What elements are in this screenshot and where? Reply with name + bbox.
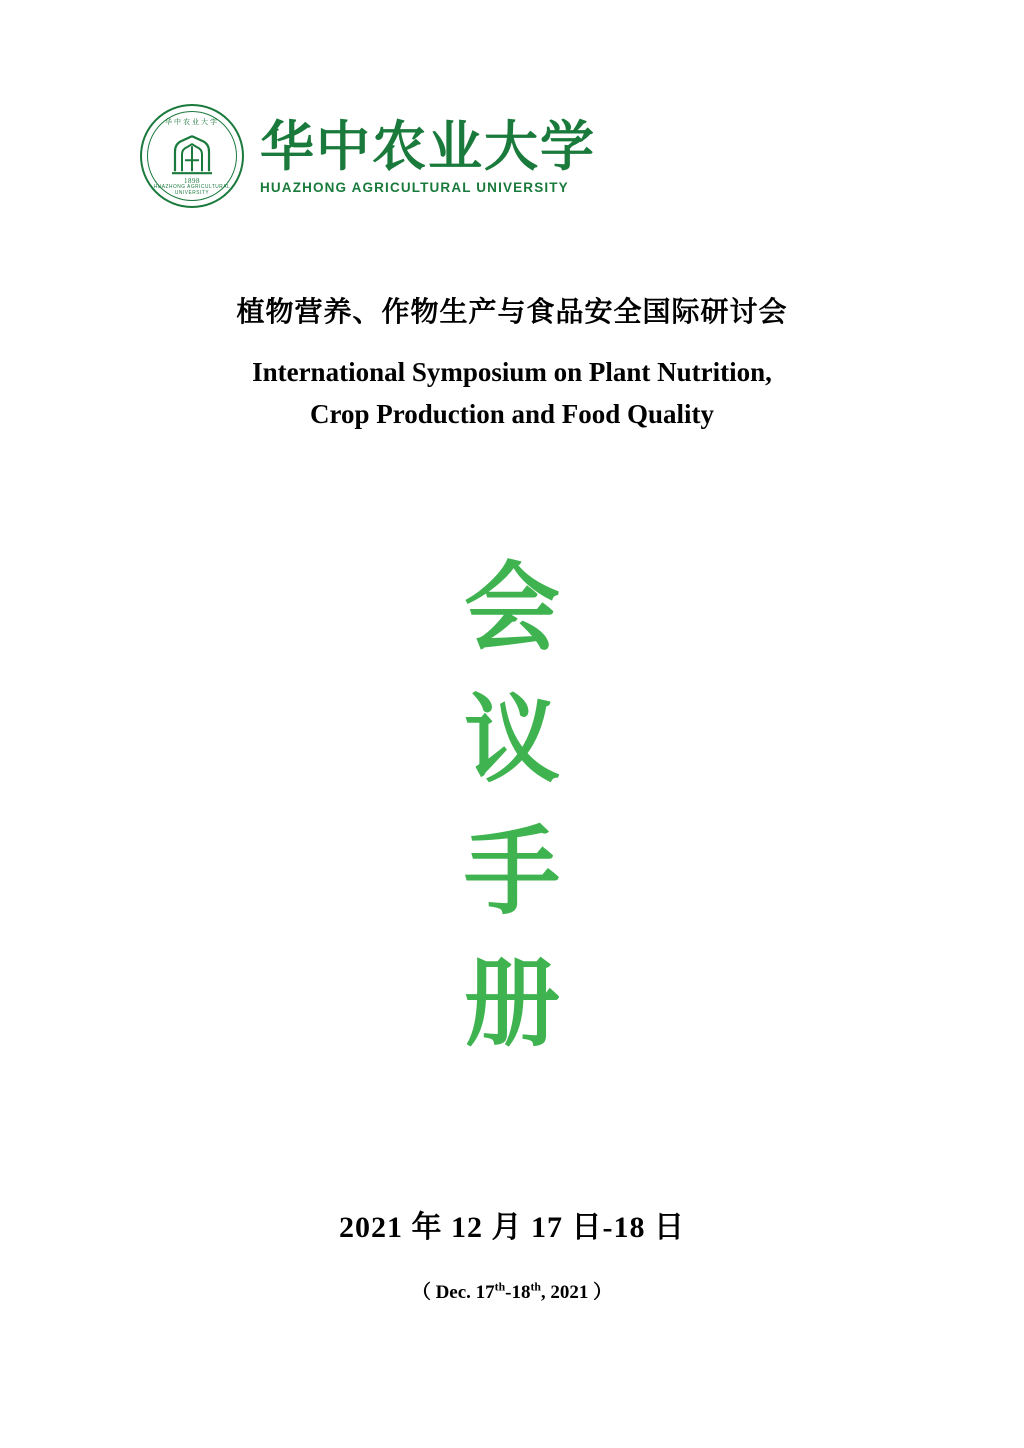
symposium-title-cn: 植物营养、作物生产与食品安全国际研讨会 (236, 295, 788, 328)
seal-year: 1898 (184, 177, 200, 185)
seal-emblem-icon (169, 135, 215, 175)
handbook-char-1: 会 (464, 552, 560, 664)
university-seal-icon (140, 104, 244, 208)
handbook-heading (0, 552, 1024, 1060)
date-en-suffix: , 2021 ） (540, 1282, 613, 1303)
date-en-mid: -18 (505, 1282, 531, 1303)
date-en-sup1: th (494, 1280, 506, 1294)
handbook-char-4: 册 (464, 948, 560, 1060)
event-date-en (0, 1277, 1024, 1304)
date-en-prefix: （ Dec. 17 (411, 1282, 495, 1303)
seal-top-text: 华中农业大学 (165, 118, 219, 126)
university-logo (140, 104, 596, 208)
symposium-title-en-line2: Crop Production and Food Quality (309, 398, 715, 429)
date-en-sup2: th (530, 1280, 541, 1294)
event-date-cn: 2021 年 12 月 17 日-18 日 (339, 1211, 685, 1244)
seal-bottom-text: HUAZHONG AGRICULTURAL UNIVERSITY (153, 184, 231, 196)
handbook-char-2: 议 (464, 684, 560, 796)
university-name-en: HUAZHONG AGRICULTURAL UNIVERSITY (260, 180, 569, 196)
symposium-title-en-line1: International Symposium on Plant Nutrition, (252, 357, 772, 387)
handbook-char-3: 手 (464, 816, 560, 928)
symposium-title-en (0, 352, 1024, 436)
university-name-cn: 华中农业大学 (260, 113, 596, 178)
logo-wordmark (260, 113, 596, 196)
